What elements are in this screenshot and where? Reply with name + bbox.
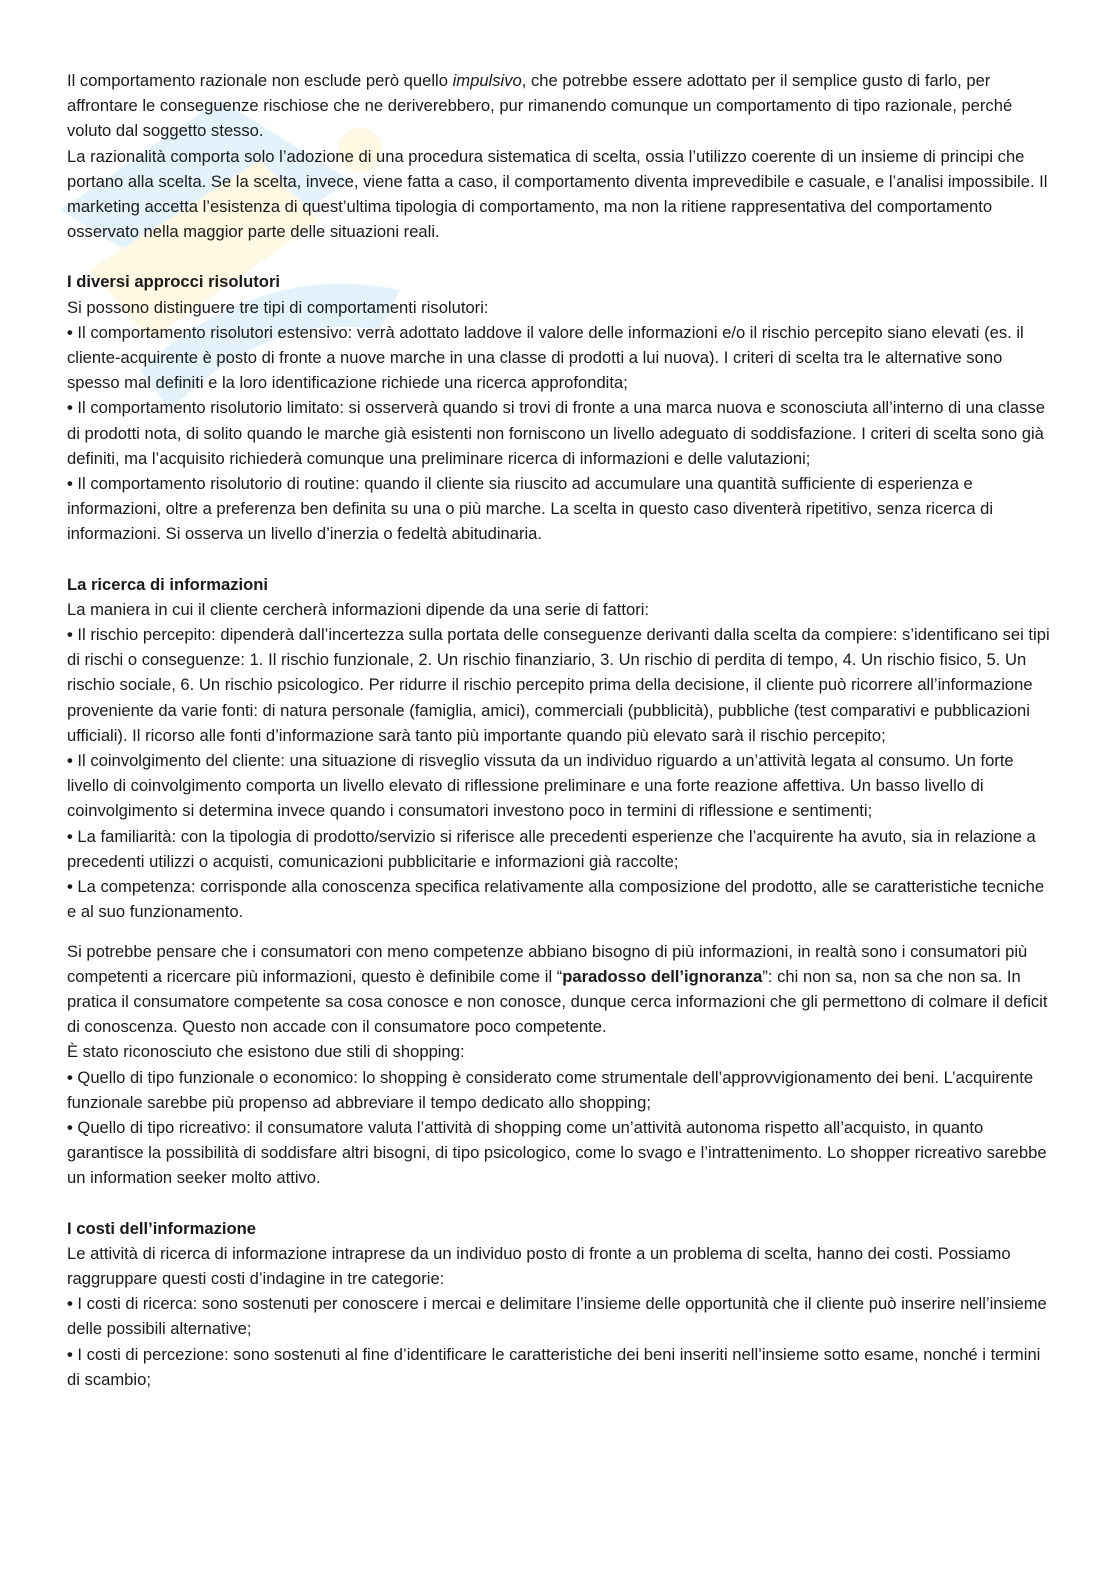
bold-paradosso: paradosso dell’ignoranza [562, 966, 763, 986]
list-item: • Il comportamento risolutorio limitato: si osserverà quando si trovi di fronte a una marca nuova e sconosciuta all’interno di una classe di prodotti nota, di solito quando le marche già esistenti non forniscono un livello adeguato di soddisfazione. I criteri di scelta sono già definiti, ma l’acquisito richiederà comunque una preliminare ricerca di informazioni e delle valutazioni; [67, 395, 1052, 471]
intro-paragraph-2: La razionalità comporta solo l’adozione di una procedura sistematica di scelta, ossia l’utilizzo coerente di un insieme di principi che portano alla scelta. Se la scelta, invece, viene fatta a caso, il comportamento diventa imprevedibile e casuale, e l’analisi impossibile. Il marketing accetta l’esistenza di quest’ultima tipologia di comportamento, ma non la ritiene rappresentativa del comportamento osservato nella maggior parte delle situazioni reali. [67, 146, 1048, 242]
document-page [67, 68, 1052, 1392]
list-item: • I costi di percezione: sono sostenuti al fine d’identificare le caratteristiche dei beni inseriti nell’insieme sotto esame, nonché i termini di scambio; [67, 1342, 1052, 1392]
list-item: • La familiarità: con la tipologia di prodotto/servizio si riferisce alle precedenti esperienze che l’acquirente ha avuto, sia in relazione a precedenti utilizzi o acquisti, comunicazioni pubblicitarie e informazioni già raccolte; [67, 824, 1052, 874]
list-item: • Il coinvolgimento del cliente: una situazione di risveglio vissuta da un individuo riguardo a un’attività legata al consumo. Un forte livello di coinvolgimento comporta un livello elevato di riflessione preliminare e una forte reazione affettiva. Un basso livello di coinvolgimento si determina invece quando i consumatori investono poco in termini di riflessione e sentimenti; [67, 748, 1052, 824]
list-item: • La competenza: corrisponde alla conoscenza specifica relativamente alla composizione del prodotto, alle se caratteristiche tecniche e al suo funzionamento. [67, 874, 1052, 924]
section-heading-approcci: I diversi approcci risolutori [67, 272, 281, 292]
list-item: • Il rischio percepito: dipenderà dall’incertezza sulla portata delle conseguenze derivanti dalla scelta da compiere: s’identificano sei tipi di rischi o conseguenze: 1. Il rischio funzionale, 2. Un rischio finanziario, 3. Un rischio di perdita di tempo, 4. Un rischio fisico, 5. Un rischio sociale, 6. Un rischio psicologico. Per ridurre il rischio percepito prima della decisione, il cliente può ricorrere all’informazione proveniente da varie fonti: di natura personale (famiglia, amici), commerciali (pubblicità), pubbliche (test comparativi e pubblicazioni ufficiali). Il ricorso alle fonti d’informazione sarà tanto più importante quando più elevato sarà il rischio percepito; [67, 622, 1052, 748]
paradosso-paragraph: Si potrebbe pensare che i consumatori con meno competenze abbiano bisogno di più informazioni, in realtà sono i consumatori più competenti a ricercare più informazioni, questo è definibile come il “paradosso dell’ignoranza”: chi non sa, non sa che non sa. In pratica il consumatore competente sa cosa conosce e non conosce, dunque cerca informazioni che gli permettono di colmare il deficit di conoscenza. Questo non accade con il consumatore poco competente. [67, 941, 1048, 1037]
list-item: • Il comportamento risolutori estensivo: verrà adottato laddove il valore delle informazioni e/o il rischio percepito siano elevati (es. il cliente-acquirente è posto di fronte a nuove marche in una classe di prodotti a lui nuova). I criteri di scelta tra le alternative sono spesso mal definiti e la loro identificazione richiede una ricerca approfondita; [67, 320, 1052, 396]
list-item: • Quello di tipo funzionale o economico: lo shopping è considerato come strumentale dell’approvvigionamento dei beni. L’acquirente funzionale sarebbe più propenso ad abbreviare il tempo dedicato allo shopping; [67, 1065, 1052, 1115]
approcci-lead: Si possono distinguere tre tipi di comportamenti risolutori: [67, 297, 489, 317]
list-item: • I costi di ricerca: sono sostenuti per conoscere i mercai e delimitare l’insieme delle opportunità che il cliente può inserire nell’insieme delle possibili alternative; [67, 1291, 1052, 1341]
ricerca-lead: La maniera in cui il cliente cercherà informazioni dipende da una serie di fattori: [67, 599, 650, 619]
stili-lead: È stato riconosciuto che esistono due stili di shopping: [67, 1042, 465, 1062]
section-heading-ricerca: La ricerca di informazioni [67, 574, 269, 594]
list-item: • Quello di tipo ricreativo: il consumatore valuta l’attività di shopping come un’attività autonoma rispetto all’acquisto, in quanto garantisce la possibilità di soddisfare altri bisogni, di tipo psicologico, come lo svago e l’intrattenimento. Lo shopper ricreativo sarebbe un information seeker molto attivo. [67, 1115, 1052, 1191]
costi-lead: Le attività di ricerca di informazione intraprese da un individuo posto di fronte a un problema di scelta, hanno dei costi. Possiamo raggruppare questi costi d’indagine in tre categorie: [67, 1243, 1011, 1288]
intro-paragraph-1: Il comportamento razionale non esclude però quello impulsivo, che potrebbe essere adottato per il semplice gusto di farlo, per affrontare le conseguenze rischiose che ne deriverebbero, pur rimanendo comunque un comportamento di tipo razionale, perché voluto dal soggetto stesso. [67, 71, 1013, 141]
section-heading-costi: I costi dell’informazione [67, 1218, 257, 1238]
list-item: • Il comportamento risolutorio di routine: quando il cliente sia riuscito ad accumulare una quantità sufficiente di esperienza e informazioni, oltre a preferenza ben definita su una o più marche. La scelta in questo caso diventerà ripetitivo, senza ricerca di informazioni. Si osserva un livello d’inerzia o fedeltà abitudinaria. [67, 471, 1052, 547]
emphasis-impulsivo: impulsivo [452, 71, 522, 90]
